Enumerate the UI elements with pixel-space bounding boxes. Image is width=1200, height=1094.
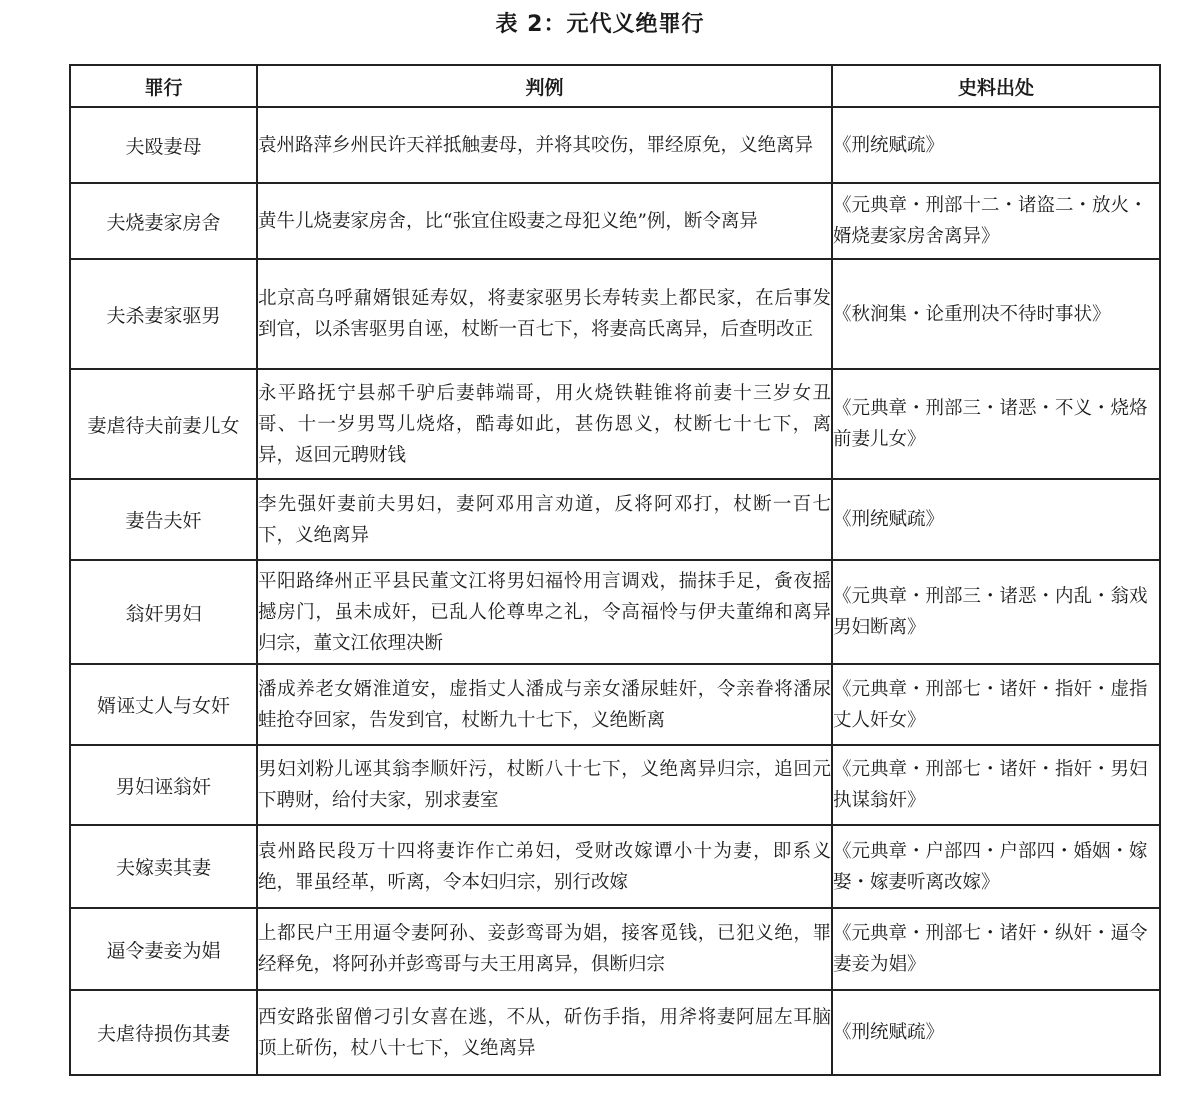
source-cell: 《元典章・刑部七・诸奸・纵奸・逼令妻妾为娼》 — [832, 908, 1160, 990]
case-cell: 潘成养老女婿淮道安，虚指丈人潘成与亲女潘尿蛙奸，令亲眷将潘尿蛙抢夺回家，告发到官，杖断九十七下，义绝断离 — [257, 664, 832, 745]
table-row — [70, 990, 1160, 1075]
source-cell: 《元典章・户部四・户部四・婚姻・嫁娶・嫁妻听离改嫁》 — [832, 825, 1160, 908]
table-row — [70, 183, 1160, 259]
table-row — [70, 369, 1160, 479]
crime-cell: 夫嫁卖其妻 — [70, 825, 257, 908]
table-row — [70, 479, 1160, 560]
case-cell: 黄牛儿烧妻家房舍，比“张宜住殴妻之母犯义绝”例，断令离异 — [257, 183, 832, 259]
case-cell: 男妇刘粉儿诬其翁李顺奸污，杖断八十七下，义绝离异归宗，追回元下聘财，给付夫家，别求妻室 — [257, 745, 832, 825]
crime-cell: 夫杀妻家驱男 — [70, 259, 257, 369]
source-cell: 《秋涧集・论重刑决不待时事状》 — [832, 259, 1160, 369]
table-row — [70, 664, 1160, 745]
case-cell: 袁州路萍乡州民许天祥抵触妻母，并将其咬伤，罪经原免，义绝离异 — [257, 107, 832, 183]
table-row — [70, 259, 1160, 369]
case-cell: 西安路张留僧刁引女喜在逃，不从，斫伤手指，用斧将妻阿屈左耳脑顶上斫伤，杖八十七下，义绝离异 — [257, 990, 832, 1075]
source-cell: 《元典章・刑部十二・诸盗二・放火・婿烧妻家房舍离异》 — [832, 183, 1160, 259]
header-crime: 罪行 — [70, 65, 257, 107]
crime-cell: 夫虐待损伤其妻 — [70, 990, 257, 1075]
table-row — [70, 560, 1160, 664]
source-cell: 《刑统赋疏》 — [832, 990, 1160, 1075]
table-row — [70, 745, 1160, 825]
case-cell: 李先强奸妻前夫男妇，妻阿邓用言劝道，反将阿邓打，杖断一百七下，义绝离异 — [257, 479, 832, 560]
case-cell: 袁州路民段万十四将妻诈作亡弟妇，受财改嫁谭小十为妻，即系义绝，罪虽经革，听离，令本妇归宗，别行改嫁 — [257, 825, 832, 908]
crime-cell: 翁奸男妇 — [70, 560, 257, 664]
table-row — [70, 825, 1160, 908]
header-case: 判例 — [257, 65, 832, 107]
header-source: 史料出处 — [832, 65, 1160, 107]
case-cell: 上都民户王用逼令妻阿孙、妾彭鸾哥为娼，接客觅钱，已犯义绝，罪经释免，将阿孙并彭鸾哥与夫王用离异，俱断归宗 — [257, 908, 832, 990]
header-row — [70, 65, 1160, 107]
crime-cell: 婿诬丈人与女奸 — [70, 664, 257, 745]
crime-cell: 逼令妻妾为娼 — [70, 908, 257, 990]
crime-cell: 妻虐待夫前妻儿女 — [70, 369, 257, 479]
case-cell: 永平路抚宁县郝千驴后妻韩端哥，用火烧铁鞋锥将前妻十三岁女丑哥、十一岁男骂儿烧烙，酷毒如此，甚伤恩义，杖断七十七下，离异，返回元聘财钱 — [257, 369, 832, 479]
crime-cell: 夫烧妻家房舍 — [70, 183, 257, 259]
crime-cell: 夫殴妻母 — [70, 107, 257, 183]
crimes-table — [69, 64, 1161, 1076]
source-cell: 《元典章・刑部七・诸奸・指奸・虚指丈人奸女》 — [832, 664, 1160, 745]
table-row — [70, 908, 1160, 990]
source-cell: 《刑统赋疏》 — [832, 479, 1160, 560]
source-cell: 《元典章・刑部七・诸奸・指奸・男妇执谋翁奸》 — [832, 745, 1160, 825]
case-cell: 平阳路绛州正平县民董文江将男妇福怜用言调戏，揣抹手足，夤夜摇撼房门，虽未成奸，已乱人伦尊卑之礼，令高福怜与伊夫董绵和离异归宗，董文江依理决断 — [257, 560, 832, 664]
crime-cell: 男妇诬翁奸 — [70, 745, 257, 825]
crime-cell: 妻告夫奸 — [70, 479, 257, 560]
table-row — [70, 107, 1160, 183]
source-cell: 《元典章・刑部三・诸恶・不义・烧烙前妻儿女》 — [832, 369, 1160, 479]
source-cell: 《刑统赋疏》 — [832, 107, 1160, 183]
table-title: 表 2：元代义绝罪行 — [495, 12, 705, 37]
source-cell: 《元典章・刑部三・诸恶・内乱・翁戏男妇断离》 — [832, 560, 1160, 664]
case-cell: 北京高乌呼鼐婿银延寿奴，将妻家驱男长寿转卖上都民家，在后事发到官，以杀害驱男自诬，杖断一百七下，将妻高氏离异，后查明改正 — [257, 259, 832, 369]
